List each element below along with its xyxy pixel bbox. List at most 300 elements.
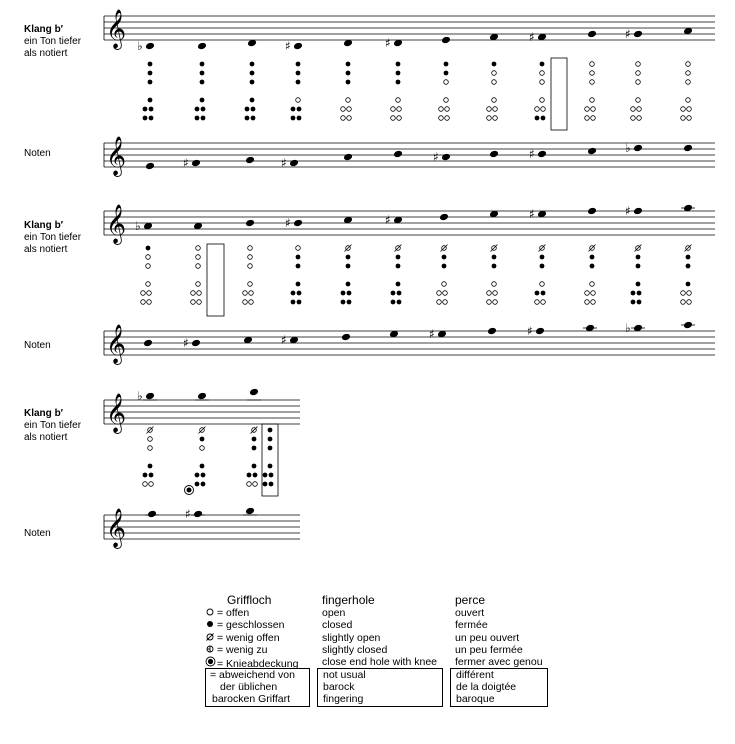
slightly-closed-hole-icon — [205, 644, 217, 653]
legend-text: un peu ouvert — [455, 631, 520, 644]
closed-hole-icon — [143, 107, 148, 112]
closed-hole-icon — [686, 264, 691, 269]
open-hole-icon — [591, 291, 596, 296]
note-head — [683, 144, 693, 153]
closed-hole-icon — [442, 264, 447, 269]
open-hole-icon — [147, 300, 152, 305]
open-hole-icon — [631, 116, 636, 121]
closed-hole-icon — [143, 473, 148, 478]
closed-hole-icon — [341, 300, 346, 305]
open-hole-icon — [540, 71, 545, 76]
open-hole-icon — [590, 282, 595, 287]
note-head — [293, 42, 303, 51]
open-hole-icon — [590, 98, 595, 103]
open-hole-icon — [437, 291, 442, 296]
sharp-icon: ♯ — [529, 147, 535, 161]
closed-hole-icon — [247, 473, 252, 478]
closed-hole-icon — [250, 98, 255, 103]
closed-hole-icon — [268, 428, 273, 433]
note-head — [289, 159, 299, 168]
sharp-icon: ♯ — [285, 216, 291, 230]
flat-icon: ♭ — [625, 321, 631, 335]
sharp-icon: ♯ — [625, 204, 631, 218]
open-hole-icon — [197, 291, 202, 296]
note-head — [191, 159, 201, 168]
legend-title-de: Griffloch — [227, 593, 272, 607]
note-head — [249, 388, 259, 397]
klang-label-row1: Klang b′ ein Ton tiefer als notiert — [24, 24, 82, 59]
legend-item-open: = offen — [205, 607, 315, 619]
sharp-icon: ♯ — [281, 333, 287, 347]
closed-hole-icon — [268, 446, 273, 451]
legend-boxed-line: der üblichen — [220, 681, 278, 693]
open-hole-icon — [247, 482, 252, 487]
sharp-icon: ♯ — [433, 150, 439, 164]
open-hole-icon — [585, 116, 590, 121]
legend-boxed-line: = abweichend von — [210, 669, 295, 681]
closed-hole-icon — [195, 482, 200, 487]
note-head — [489, 150, 499, 159]
closed-hole-icon — [396, 80, 401, 85]
treble-clef-icon: 𝄞 — [106, 9, 127, 49]
closed-hole-icon — [148, 98, 153, 103]
open-hole-icon — [248, 246, 253, 251]
closed-hole-icon — [200, 71, 205, 76]
treble-clef-icon: 𝄞 — [106, 324, 127, 364]
open-hole-icon — [243, 300, 248, 305]
open-hole-icon — [149, 482, 154, 487]
open-hole-icon — [493, 107, 498, 112]
alternate-fingering-box — [551, 58, 567, 130]
note-head — [145, 42, 155, 51]
open-hole-icon — [636, 71, 641, 76]
note-head — [439, 213, 449, 222]
closed-hole-icon — [541, 116, 546, 121]
open-hole-icon — [487, 107, 492, 112]
open-hole-icon — [200, 446, 205, 451]
open-hole-icon — [396, 98, 401, 103]
open-hole-icon — [686, 80, 691, 85]
open-hole-icon — [397, 107, 402, 112]
note-head — [633, 207, 643, 216]
slightly-open-hole-icon — [205, 632, 217, 641]
open-hole-icon — [347, 107, 352, 112]
closed-hole-icon — [291, 291, 296, 296]
sharp-icon: ♯ — [385, 36, 391, 50]
open-hole-icon — [492, 282, 497, 287]
open-hole-icon — [591, 116, 596, 121]
legend-text: open — [322, 607, 346, 620]
closed-hole-icon — [540, 264, 545, 269]
open-hole-icon — [141, 291, 146, 296]
closed-hole-icon — [268, 437, 273, 442]
closed-hole-icon — [291, 300, 296, 305]
closed-hole-icon — [200, 437, 205, 442]
note-head — [587, 147, 597, 156]
closed-hole-icon — [269, 482, 274, 487]
open-hole-icon — [636, 98, 641, 103]
sharp-icon: ♯ — [183, 336, 189, 350]
open-hole-icon — [681, 291, 686, 296]
note-head — [245, 156, 255, 165]
closed-hole-icon — [195, 473, 200, 478]
legend-box-de — [205, 668, 310, 707]
legend-item-slightly-open: = wenig offen — [205, 632, 315, 644]
closed-hole-icon — [143, 116, 148, 121]
note-head — [245, 219, 255, 228]
closed-hole-icon — [346, 62, 351, 67]
closed-hole-icon — [637, 300, 642, 305]
closed-hole-icon — [686, 282, 691, 287]
open-hole-icon — [249, 291, 254, 296]
closed-hole-icon — [296, 255, 301, 260]
closed-hole-icon — [195, 116, 200, 121]
open-hole-icon — [585, 107, 590, 112]
legend-text: un peu fermée — [455, 643, 523, 656]
closed-hole-icon — [397, 291, 402, 296]
closed-hole-icon — [201, 116, 206, 121]
closed-hole-icon — [636, 255, 641, 260]
open-hole-icon — [681, 107, 686, 112]
note-head — [245, 507, 255, 516]
closed-hole-icon — [148, 62, 153, 67]
open-hole-icon — [341, 107, 346, 112]
closed-hole-icon — [297, 291, 302, 296]
open-hole-icon — [146, 255, 151, 260]
closed-hole-icon — [347, 300, 352, 305]
closed-hole-icon — [636, 264, 641, 269]
closed-hole-icon — [252, 437, 257, 442]
note-head — [537, 150, 547, 159]
open-hole-icon — [535, 107, 540, 112]
closed-hole-icon — [492, 255, 497, 260]
closed-hole-icon — [346, 80, 351, 85]
closed-hole-icon — [397, 300, 402, 305]
closed-hole-icon — [149, 116, 154, 121]
closed-hole-icon — [391, 291, 396, 296]
closed-hole-icon — [396, 255, 401, 260]
knee-cover-inner — [187, 488, 192, 493]
treble-clef-icon: 𝄞 — [106, 204, 127, 244]
note-head — [393, 150, 403, 159]
open-hole-icon — [148, 437, 153, 442]
closed-hole-icon — [590, 255, 595, 260]
note-head — [587, 30, 597, 39]
note-head — [633, 144, 643, 153]
open-hole-icon — [442, 282, 447, 287]
closed-hole-icon — [297, 116, 302, 121]
closed-hole-icon — [297, 107, 302, 112]
open-hole-icon — [147, 291, 152, 296]
closed-hole-icon — [535, 116, 540, 121]
note-head — [633, 30, 643, 39]
note-head — [145, 392, 155, 401]
open-hole-icon — [445, 107, 450, 112]
closed-hole-icon — [396, 71, 401, 76]
note-head — [193, 510, 203, 519]
open-hole-icon — [141, 300, 146, 305]
closed-hole-icon — [250, 71, 255, 76]
closed-hole-icon — [250, 80, 255, 85]
closed-hole-icon — [396, 62, 401, 67]
open-hole-icon — [248, 264, 253, 269]
open-hole-icon — [143, 482, 148, 487]
open-hole-icon — [191, 291, 196, 296]
open-hole-icon — [540, 80, 545, 85]
legend-boxed-line: de la doigtée — [456, 681, 517, 693]
treble-clef-icon: 𝄞 — [106, 508, 127, 548]
note-head — [587, 207, 597, 216]
closed-hole-icon — [631, 300, 636, 305]
sharp-icon: ♯ — [183, 156, 189, 170]
open-hole-icon — [341, 116, 346, 121]
flat-icon: ♭ — [137, 389, 143, 403]
closed-hole-icon — [341, 291, 346, 296]
open-hole-icon — [347, 116, 352, 121]
legend-text: fermée — [455, 619, 488, 632]
legend-text: slightly open — [322, 631, 381, 644]
open-hole-icon — [249, 300, 254, 305]
open-hole-icon — [590, 62, 595, 67]
open-hole-icon — [437, 300, 442, 305]
open-hole-icon — [637, 107, 642, 112]
open-hole-icon — [637, 116, 642, 121]
open-hole-icon — [585, 300, 590, 305]
legend-box-en — [317, 668, 443, 707]
open-hole-icon — [636, 80, 641, 85]
closed-hole-icon — [263, 482, 268, 487]
closed-hole-icon — [149, 107, 154, 112]
closed-hole-icon — [540, 255, 545, 260]
open-hole-icon — [196, 246, 201, 251]
open-hole-icon — [391, 107, 396, 112]
closed-hole-icon — [149, 473, 154, 478]
open-hole-icon — [493, 116, 498, 121]
open-hole-icon — [487, 291, 492, 296]
closed-hole-icon — [252, 464, 257, 469]
flat-icon: ♭ — [137, 39, 143, 53]
legend-boxed-line: barock — [323, 681, 355, 693]
open-hole-icon — [687, 291, 692, 296]
open-hole-icon — [445, 116, 450, 121]
closed-hole-icon — [263, 473, 268, 478]
open-hole-icon — [444, 98, 449, 103]
closed-hole-icon — [686, 255, 691, 260]
open-hole-icon — [591, 300, 596, 305]
open-hole-icon — [541, 107, 546, 112]
closed-hole-icon — [291, 107, 296, 112]
closed-hole-icon — [268, 464, 273, 469]
open-hole-icon — [148, 446, 153, 451]
closed-hole-icon — [346, 71, 351, 76]
open-hole-icon — [443, 291, 448, 296]
closed-hole-icon — [253, 473, 258, 478]
note-head — [343, 153, 353, 162]
note-head — [145, 162, 155, 171]
noten-label-row3: Noten — [24, 528, 51, 539]
closed-hole-icon — [631, 291, 636, 296]
legend-text: close end hole with knee — [322, 656, 437, 669]
legend-boxed-line: not usual — [323, 669, 366, 681]
closed-hole-icon — [444, 62, 449, 67]
open-hole-icon — [146, 282, 151, 287]
legend-boxed-line: différent — [456, 669, 494, 681]
open-hole-icon — [296, 246, 301, 251]
closed-hole-icon — [296, 264, 301, 269]
open-hole-icon — [296, 98, 301, 103]
klang-label-row2: Klang b′ ein Ton tiefer als notiert — [24, 220, 82, 255]
closed-hole-icon — [200, 464, 205, 469]
closed-hole-icon — [251, 107, 256, 112]
closed-hole-icon — [146, 246, 151, 251]
closed-hole-icon — [250, 62, 255, 67]
legend-item-closed: = geschlossen — [205, 619, 315, 631]
open-hole-icon — [493, 291, 498, 296]
closed-hole-icon — [492, 62, 497, 67]
closed-hole-icon — [148, 464, 153, 469]
note-head — [197, 392, 207, 401]
note-head — [197, 42, 207, 51]
note-head — [143, 339, 153, 348]
open-hole-icon — [590, 71, 595, 76]
closed-hole-icon — [245, 107, 250, 112]
open-hole-icon — [681, 116, 686, 121]
open-hole-icon — [444, 80, 449, 85]
closed-hole-icon — [346, 282, 351, 287]
closed-hole-icon — [200, 62, 205, 67]
open-hole-icon — [253, 482, 258, 487]
closed-hole-icon — [245, 116, 250, 121]
open-hole-icon — [492, 71, 497, 76]
closed-hole-icon — [444, 71, 449, 76]
legend-title-en: fingerhole — [322, 593, 375, 607]
sharp-icon: ♯ — [529, 207, 535, 221]
sharp-icon: ♯ — [285, 39, 291, 53]
open-hole-icon — [687, 300, 692, 305]
open-hole-icon — [205, 607, 217, 616]
closed-hole-icon — [200, 98, 205, 103]
legend-title-fr: perce — [455, 593, 486, 607]
legend-text: slightly closed — [322, 643, 388, 656]
open-hole-icon — [492, 80, 497, 85]
legend-german — [205, 594, 315, 670]
open-hole-icon — [146, 264, 151, 269]
legend-box-fr — [450, 668, 548, 707]
knee-cover-icon — [205, 656, 217, 667]
note-head — [441, 36, 451, 45]
legend-text: fermer avec genou — [455, 656, 543, 669]
open-hole-icon — [397, 116, 402, 121]
closed-hole-icon — [296, 62, 301, 67]
open-hole-icon — [439, 107, 444, 112]
open-hole-icon — [243, 291, 248, 296]
closed-hole-icon — [492, 264, 497, 269]
legend-boxed-line: baroque — [456, 693, 495, 705]
klang-label-row3: Klang b′ ein Ton tiefer als notiert — [24, 408, 82, 443]
alternate-fingering-box — [207, 244, 224, 316]
open-hole-icon — [492, 98, 497, 103]
open-hole-icon — [535, 300, 540, 305]
sharp-icon: ♯ — [527, 324, 533, 338]
closed-hole-icon — [637, 291, 642, 296]
sharp-icon: ♯ — [385, 213, 391, 227]
open-hole-icon — [487, 116, 492, 121]
closed-hole-icon — [148, 80, 153, 85]
closed-hole-icon — [205, 619, 217, 628]
open-hole-icon — [686, 98, 691, 103]
flat-icon: ♭ — [135, 219, 141, 233]
legend-boxed-line: barocken Griffart — [212, 693, 291, 705]
open-hole-icon — [196, 282, 201, 287]
closed-hole-icon — [148, 71, 153, 76]
sharp-icon: ♯ — [529, 30, 535, 44]
open-hole-icon — [591, 107, 596, 112]
note-head — [293, 219, 303, 228]
open-hole-icon — [590, 80, 595, 85]
open-hole-icon — [346, 98, 351, 103]
closed-hole-icon — [252, 446, 257, 451]
open-hole-icon — [191, 300, 196, 305]
open-hole-icon — [686, 62, 691, 67]
note-head — [147, 510, 157, 519]
legend-english — [322, 594, 452, 668]
closed-hole-icon — [442, 255, 447, 260]
noten-label-row1: Noten — [24, 148, 51, 159]
legend-item-slightly-closed: = wenig zu — [205, 644, 315, 656]
flat-icon: ♭ — [625, 141, 631, 155]
note-head — [191, 339, 201, 348]
closed-hole-icon — [346, 264, 351, 269]
open-hole-icon — [636, 62, 641, 67]
open-hole-icon — [197, 300, 202, 305]
closed-hole-icon — [201, 482, 206, 487]
note-head — [487, 327, 497, 336]
closed-hole-icon — [296, 80, 301, 85]
open-hole-icon — [540, 98, 545, 103]
open-hole-icon — [493, 300, 498, 305]
closed-hole-icon — [396, 264, 401, 269]
closed-hole-icon — [540, 62, 545, 67]
open-hole-icon — [541, 300, 546, 305]
open-hole-icon — [439, 116, 444, 121]
open-hole-icon — [687, 107, 692, 112]
closed-hole-icon — [297, 300, 302, 305]
sharp-icon: ♯ — [281, 156, 287, 170]
open-hole-icon — [681, 300, 686, 305]
closed-hole-icon — [590, 264, 595, 269]
open-hole-icon — [687, 116, 692, 121]
open-hole-icon — [248, 282, 253, 287]
closed-hole-icon — [251, 116, 256, 121]
note-head — [341, 333, 351, 342]
open-hole-icon — [443, 300, 448, 305]
closed-hole-icon — [636, 282, 641, 287]
open-hole-icon — [540, 282, 545, 287]
closed-hole-icon — [269, 473, 274, 478]
closed-hole-icon — [346, 255, 351, 260]
sharp-icon: ♯ — [429, 327, 435, 341]
note-head — [441, 153, 451, 162]
legend-item-knee: = Knieabdeckung — [205, 656, 315, 670]
closed-hole-icon — [396, 282, 401, 287]
note-head — [535, 327, 545, 336]
noten-label-row2: Noten — [24, 340, 51, 351]
open-hole-icon — [196, 255, 201, 260]
open-hole-icon — [686, 71, 691, 76]
sharp-icon: ♯ — [185, 507, 191, 521]
open-hole-icon — [196, 264, 201, 269]
legend-text: closed — [322, 619, 353, 632]
